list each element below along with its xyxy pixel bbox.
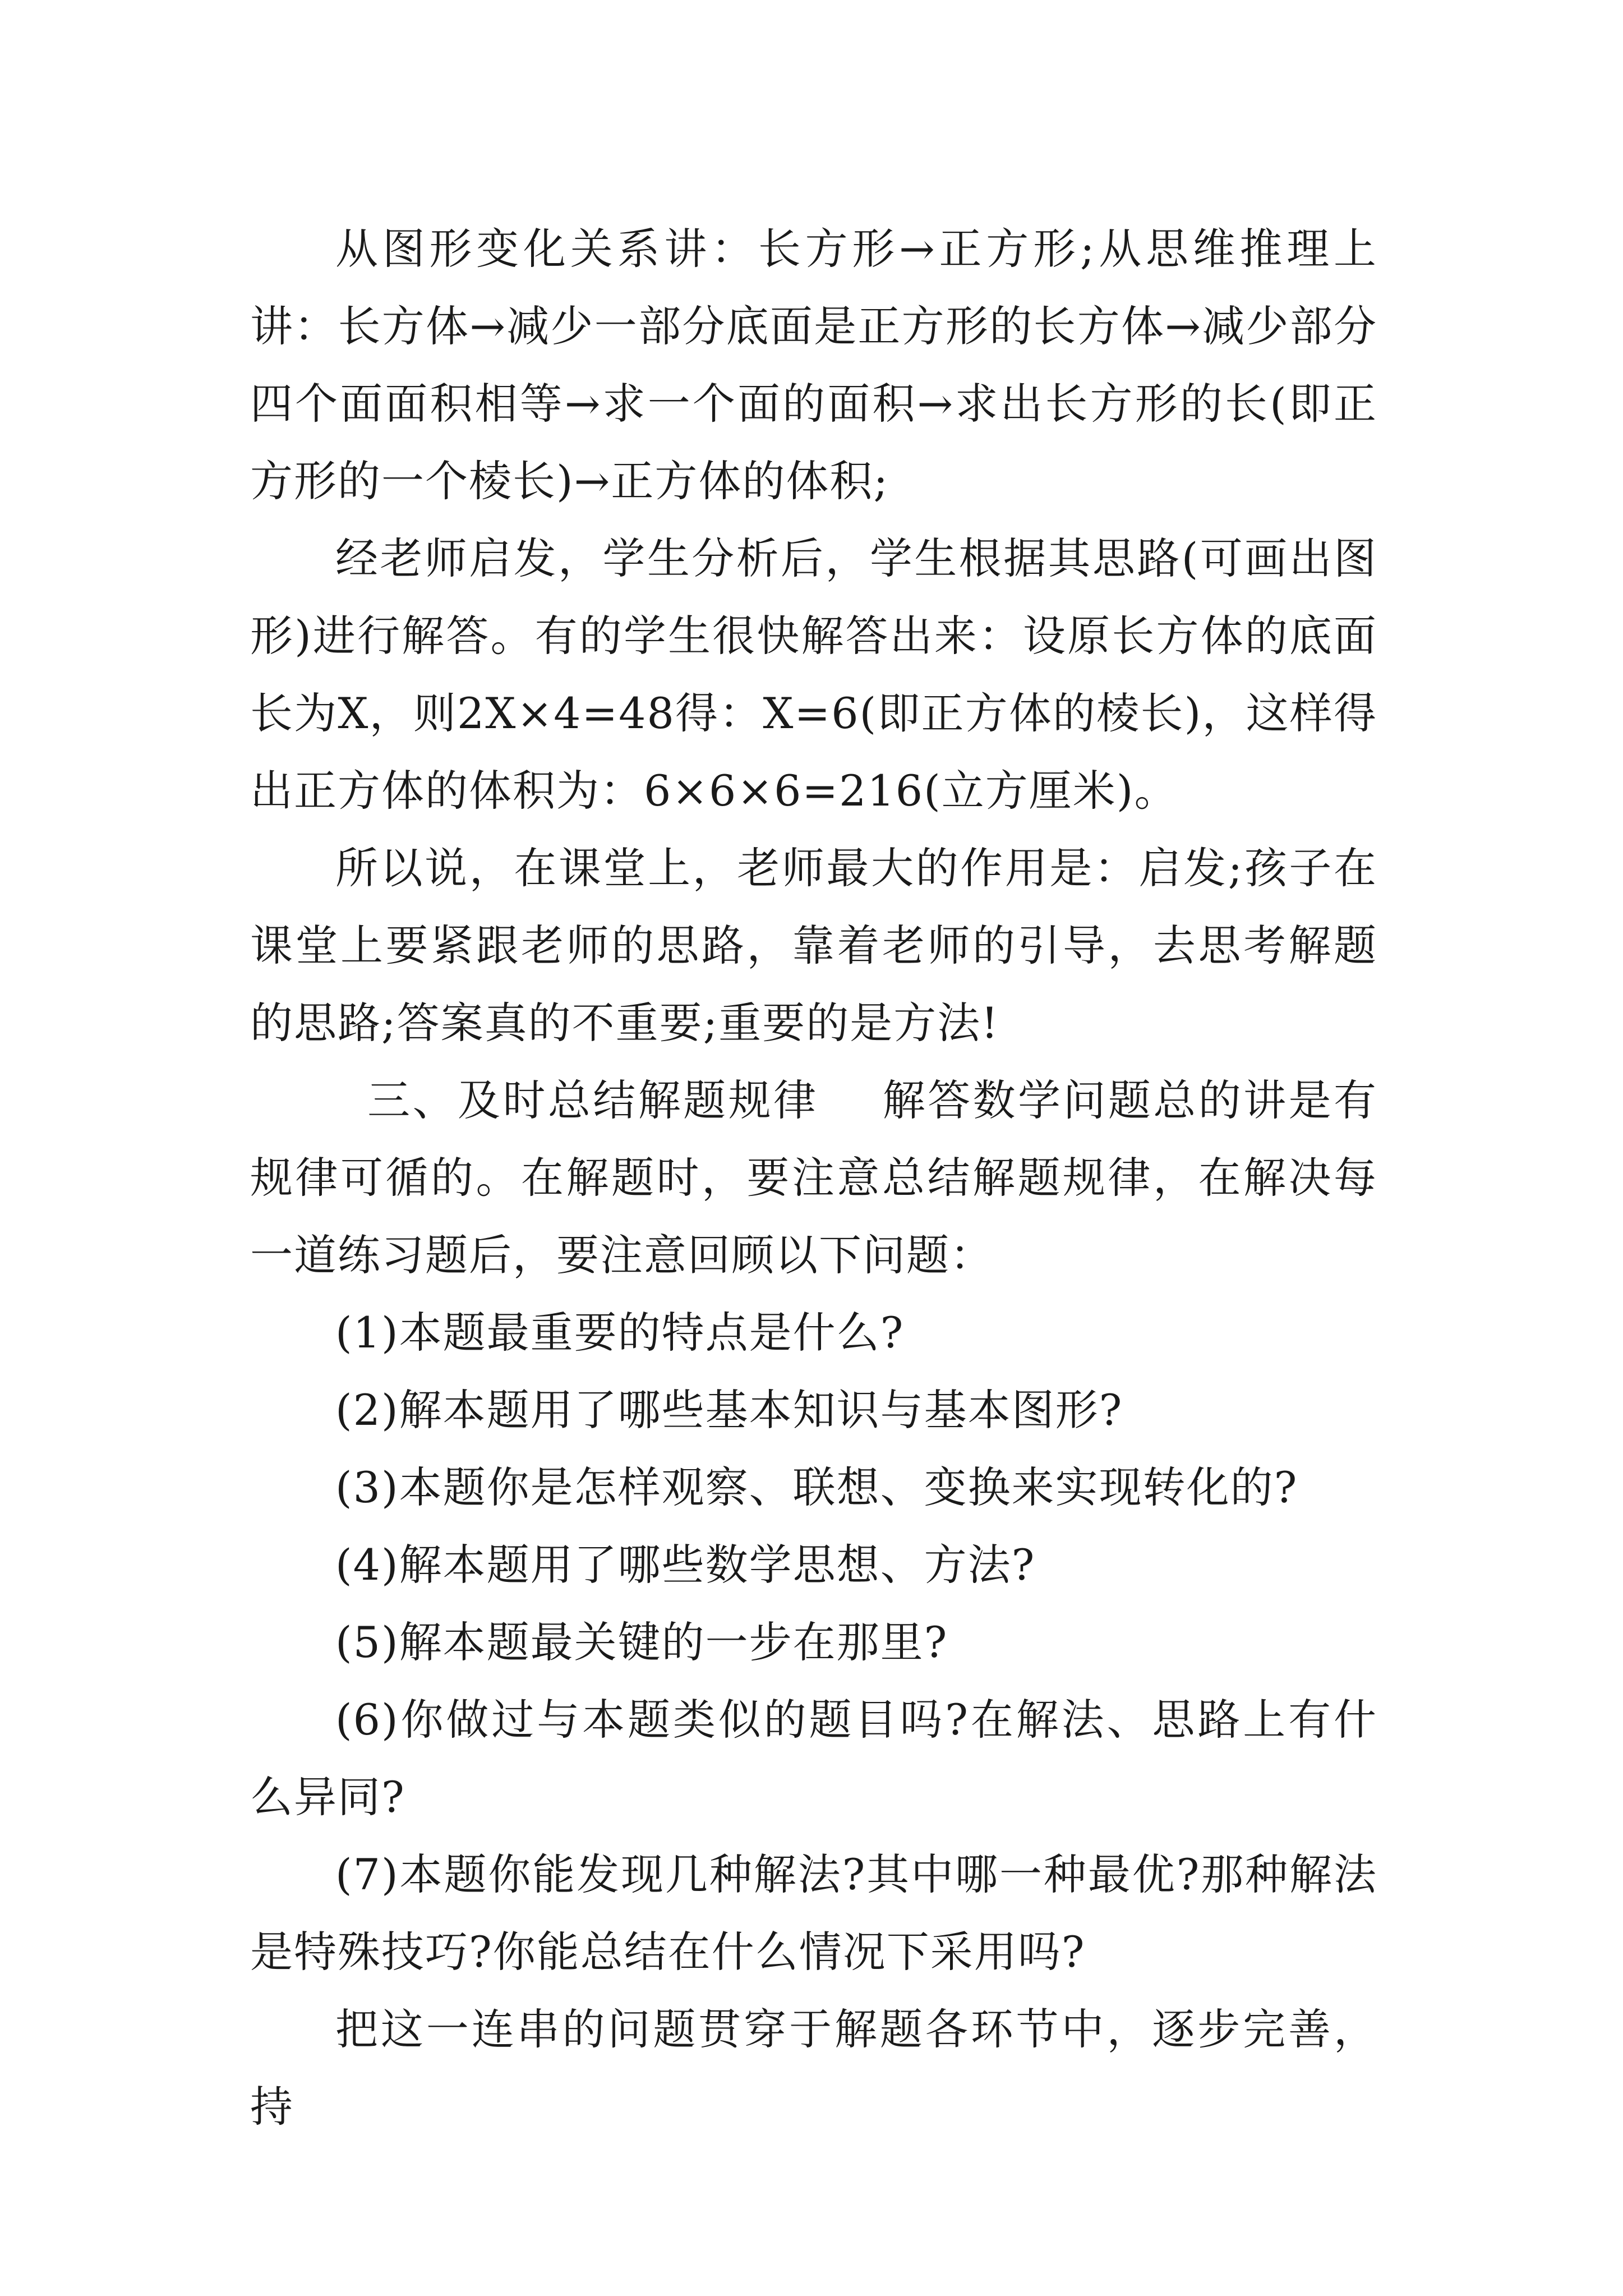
list-item-question-4: (4)解本题用了哪些数学思想、方法? xyxy=(335,1540,1036,1590)
paragraph-teacher-role: 所以说，在课堂上，老师最大的作用是：启发;孩子在课堂上要紧跟老师的思路，靠着老师的引导，去思考解题的思路;答案真的不重要;重要的是方法! xyxy=(250,843,1377,1048)
list-item-question-5: (5)解本题最关键的一步在那里? xyxy=(335,1617,948,1667)
list-item-question-2: (2)解本题用了哪些基本知识与基本图形? xyxy=(335,1385,1123,1435)
list-item-question-3: (3)本题你是怎样观察、联想、变换来实现转化的? xyxy=(335,1462,1298,1512)
list-item-question-1: (1)本题最重要的特点是什么? xyxy=(335,1308,905,1358)
paragraph-closing: 把这一连串的问题贯穿于解题各环节中，逐步完善，持 xyxy=(250,2004,1377,2132)
list-item-question-7: (7)本题你能发现几种解法?其中哪一种最优?那种解法是特殊技巧?你能总结在什么情况下采用吗? xyxy=(250,1849,1377,1977)
paragraph-section-three: 三、及时总结解题规律 解答数学问题总的讲是有规律可循的。在解题时，要注意总结解题规律，在解决每一道练习题后，要注意回顾以下问题： xyxy=(250,1075,1377,1280)
list-item-question-6: (6)你做过与本题类似的题目吗?在解法、思路上有什么异同? xyxy=(250,1695,1377,1822)
paragraph-shape-reasoning: 从图形变化关系讲：长方形→正方形;从思维推理上讲：长方体→减少一部分底面是正方形的长方体→减少部分四个面面积相等→求一个面的面积→求出长方形的长(即正方形的一个棱长)→正方体的体积; xyxy=(250,224,1377,506)
paragraph-solution-steps: 经老师启发，学生分析后，学生根据其思路(可画出图形)进行解答。有的学生很快解答出来：设原长方体的底面长为X，则2X×4=48得：X=6(即正方体的棱长)，这样得出正方体的体积为：6×6×6=216(立方厘米)。 xyxy=(250,533,1377,816)
document-body xyxy=(250,210,1377,2146)
